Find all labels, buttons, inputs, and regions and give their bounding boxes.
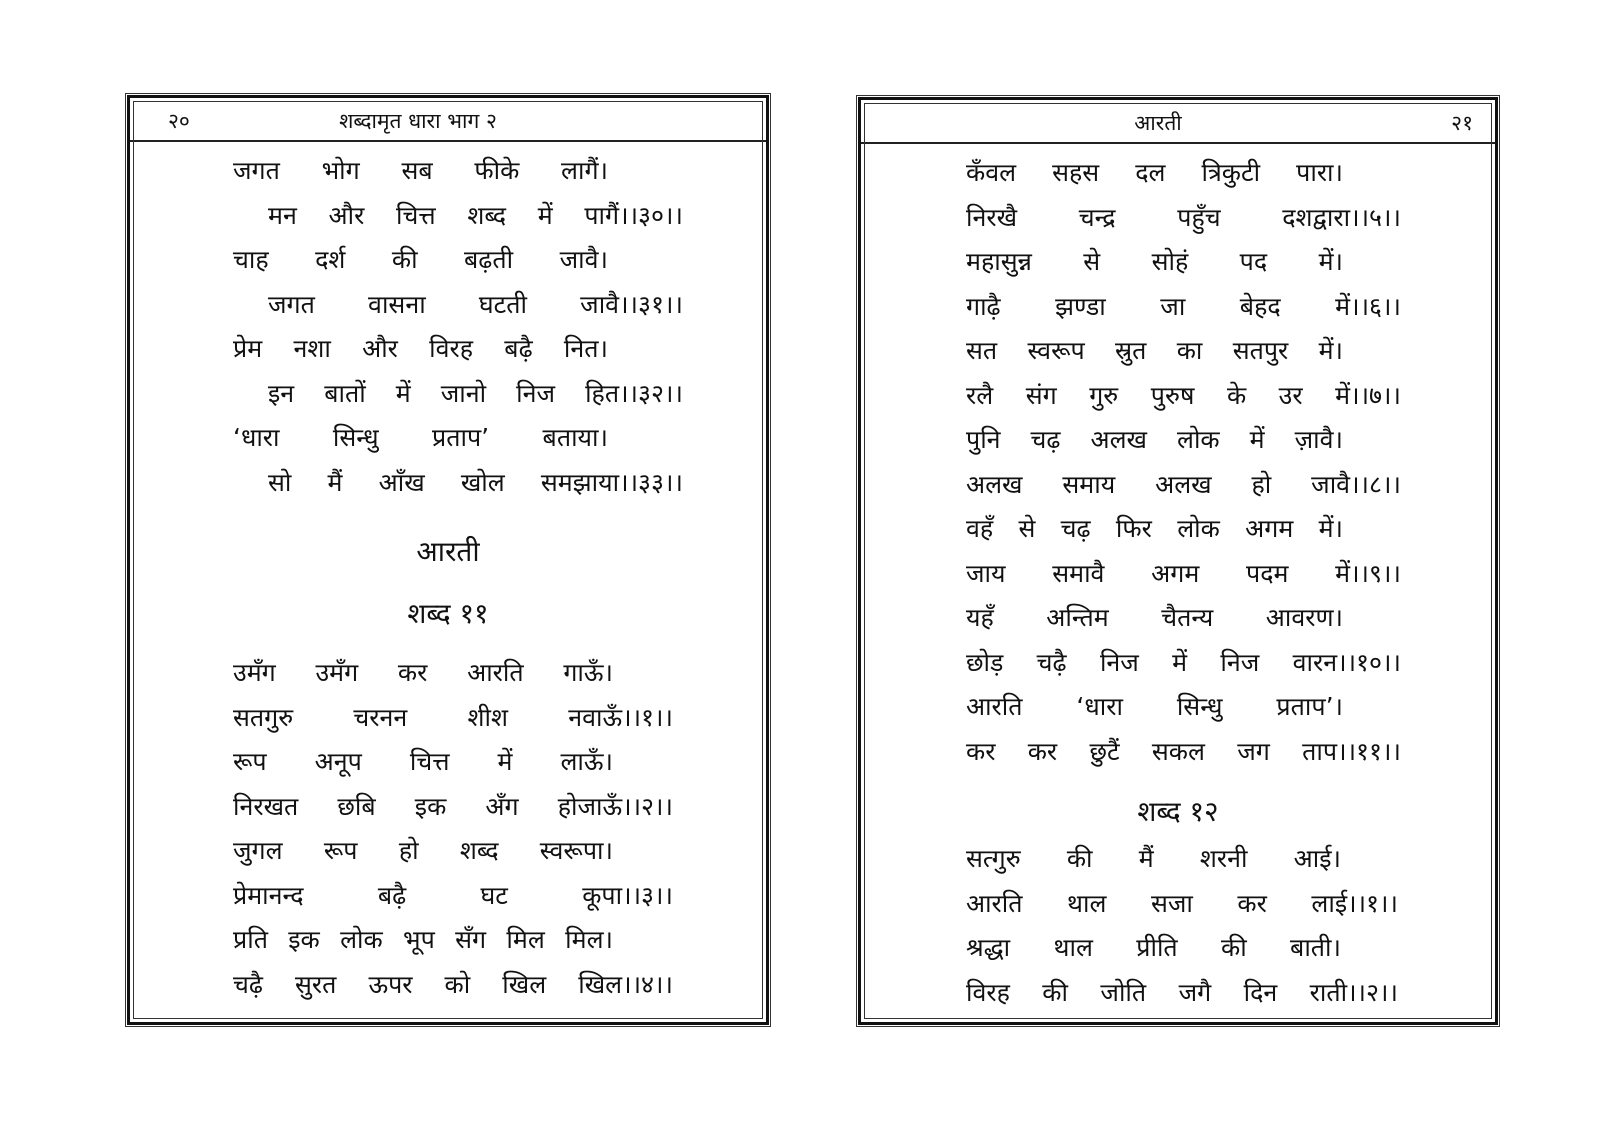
verse-line: चाह दर्श की बढ़ती जावै। <box>233 245 608 274</box>
section-title: आरती <box>416 535 480 568</box>
verse-line: रलै संग गुरु पुरुष के उर में।।७।। <box>966 380 1401 410</box>
verse-line: कँवल सहस दल त्रिकुटी पारा। <box>966 158 1343 187</box>
verse-line: अलख समाय अलख हो जावै।।८।। <box>966 469 1401 499</box>
verse-line: ‘धारा सिन्धु प्रताप’ बताया। <box>233 423 608 452</box>
verse-line: प्रति इक लोक भूप सँग मिल मिल। <box>233 925 613 954</box>
left-page <box>127 95 769 1025</box>
verse-line: सो मैं आँख खोल समझाया।।३३।। <box>268 467 683 497</box>
verse-line: श्रद्धा थाल प्रीति की बाती। <box>966 933 1341 962</box>
verse-line: चढ़ै सुरत ऊपर को खिल खिल।।४।। <box>233 969 673 999</box>
verse-line: जाय समावै अगम पदम में।।९।। <box>966 558 1401 588</box>
verse-line: आरति थाल सजा कर लाई।।१।। <box>966 888 1398 918</box>
verse-line: आरति ‘धारा सिन्धु प्रताप’। <box>966 692 1343 721</box>
running-title: आरती <box>1134 111 1182 135</box>
verse-line: मन और चित्त शब्द में पागैं।।३०।। <box>268 200 683 230</box>
verse-line: रूप अनूप चित्त में लाऊँ। <box>233 747 613 776</box>
verse-line: निरखै चन्द्र पहुँच दशद्वारा।।५।। <box>966 202 1401 232</box>
left-page-header <box>130 98 766 142</box>
verse-line: सत्गुरु की मैं शरनी आई। <box>966 844 1341 873</box>
verse-line: सतगुरु चरनन शीश नवाऊँ।।१।। <box>233 702 673 732</box>
verse-line: जगत वासना घटती जावै।।३१।। <box>268 289 683 319</box>
verse-line: इन बातों में जानो निज हित।।३२।। <box>268 378 683 408</box>
page-number: २१ <box>1451 111 1473 135</box>
verse-line: जगत भोग सब फीके लागैं। <box>233 156 608 185</box>
verse-line: कर कर छुटैं सकल जग ताप।।११।। <box>966 736 1401 766</box>
shabd-title: शब्द १२ <box>1137 795 1219 828</box>
verse-line: सत स्वरूप स्रुत का सतपुर में। <box>966 336 1343 365</box>
running-title: शब्दामृत धारा भाग २ <box>339 109 497 133</box>
verse-line: पुनि चढ़ अलख लोक में ज़ावै। <box>966 425 1343 454</box>
verse-line: जुगल रूप हो शब्द स्वरूपा। <box>233 836 613 865</box>
right-page-header <box>861 100 1495 144</box>
right-page <box>858 97 1498 1025</box>
page-number: २० <box>168 109 190 133</box>
verse-line: महासुन्न से सोहं पद में। <box>966 247 1343 276</box>
verse-line: यहँ अन्तिम चैतन्य आवरण। <box>966 603 1343 632</box>
verse-line: छोड़ चढ़ै निज में निज वारन।।१०।। <box>966 647 1401 677</box>
verse-line: प्रेम नशा और विरह बढ़ै नित। <box>233 334 608 363</box>
verse-line: वहँ से चढ़ फिर लोक अगम में। <box>966 514 1343 543</box>
verse-line: उमँग उमँग कर आरति गाऊँ। <box>233 658 613 687</box>
verse-line: विरह की जोति जगै दिन राती।।२।। <box>966 977 1398 1007</box>
verse-line: गाढ़ै झण्डा जा बेहद में।।६।। <box>966 291 1401 321</box>
verse-line: प्रेमानन्द बढ़ै घट कूपा।।३।। <box>233 880 673 910</box>
verse-line: निरखत छबि इक अँग होजाऊँ।।२।। <box>233 791 673 821</box>
shabd-title: शब्द ११ <box>407 597 489 630</box>
